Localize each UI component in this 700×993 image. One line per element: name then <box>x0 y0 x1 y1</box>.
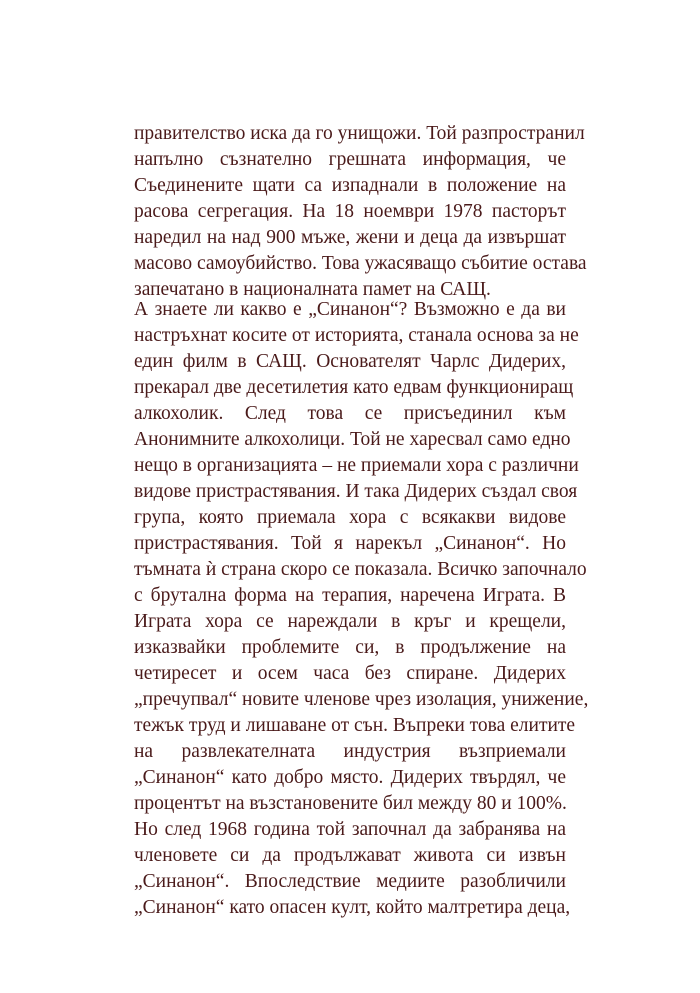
text-line: нещо в организацията – не приемали хора с различни <box>134 455 579 476</box>
paragraph-synanon <box>134 297 589 921</box>
text-line: Играта хора се нареждали в кръг и крещели, <box>134 611 566 632</box>
text-line: „Синанон“ като опасен култ, който малтретира деца, <box>134 897 571 918</box>
text-line: „пречупвал“ новите членове чрез изолация, унижение, <box>134 689 589 710</box>
text-line: видове пристрастявания. И така Дидерих създал своя <box>134 481 578 502</box>
text-line: наредил на над 900 мъже, жени и деца да извършат <box>134 227 566 248</box>
text-line: четиресет и осем часа без спиране. Дидерих <box>134 663 566 684</box>
text-line: тежък труд и лишаване от сън. Въпреки това елитите <box>134 715 576 736</box>
text-line: масово самоубийство. Това ужасяващо събитие остава <box>134 253 587 274</box>
text-line: алкохолик. След това се присъединил към <box>134 403 566 424</box>
text-line: Съединените щати са изпаднали в положение на <box>134 175 566 196</box>
text-line: „Синанон“. Впоследствие медиите разобличили <box>134 871 566 892</box>
text-line: процентът на възстановените бил между 80 и 100%. <box>134 793 567 814</box>
text-line: напълно съзнателно грешната информация, че <box>134 149 566 170</box>
text-line: Анонимните алкохолици. Той не харесвал само едно <box>134 429 571 450</box>
paragraph-jonestown <box>134 121 587 303</box>
text-line: А знаете ли какво е „Синанон“? Възможно е да ви <box>134 299 566 320</box>
text-line: пристрастявания. Той я нарекъл „Синанон“. Но <box>134 533 566 554</box>
text-line: тъмната ѝ страна скоро се показала. Всичко започнало <box>134 559 587 580</box>
text-line: настръхнат косите от историята, станала основа за не <box>134 325 579 346</box>
text-line: изказвайки проблемите си, в продължение на <box>134 637 566 658</box>
text-line: Но след 1968 година той започнал да забранява на <box>134 819 566 840</box>
text-line: запечатано в националната памет на САЩ. <box>134 279 491 300</box>
text-line: с брутална форма на терапия, наречена Играта. В <box>134 585 566 606</box>
text-line: правителство иска да го унищожи. Той разпространил <box>134 123 585 144</box>
text-line: „Синанон“ като добро място. Дидерих твърдял, че <box>134 767 566 788</box>
text-line: членовете си да продължават живота си извън <box>134 845 566 866</box>
text-line: расова сегрегация. На 18 ноември 1978 пасторът <box>134 201 566 222</box>
text-line: прекарал две десетилетия като едвам функциониращ <box>134 377 574 398</box>
text-line: един филм в САЩ. Основателят Чарлс Дидерих, <box>134 351 566 372</box>
text-line: група, която приемала хора с всякакви видове <box>134 507 566 528</box>
text-line: на развлекателната индустрия възприемали <box>134 741 566 762</box>
